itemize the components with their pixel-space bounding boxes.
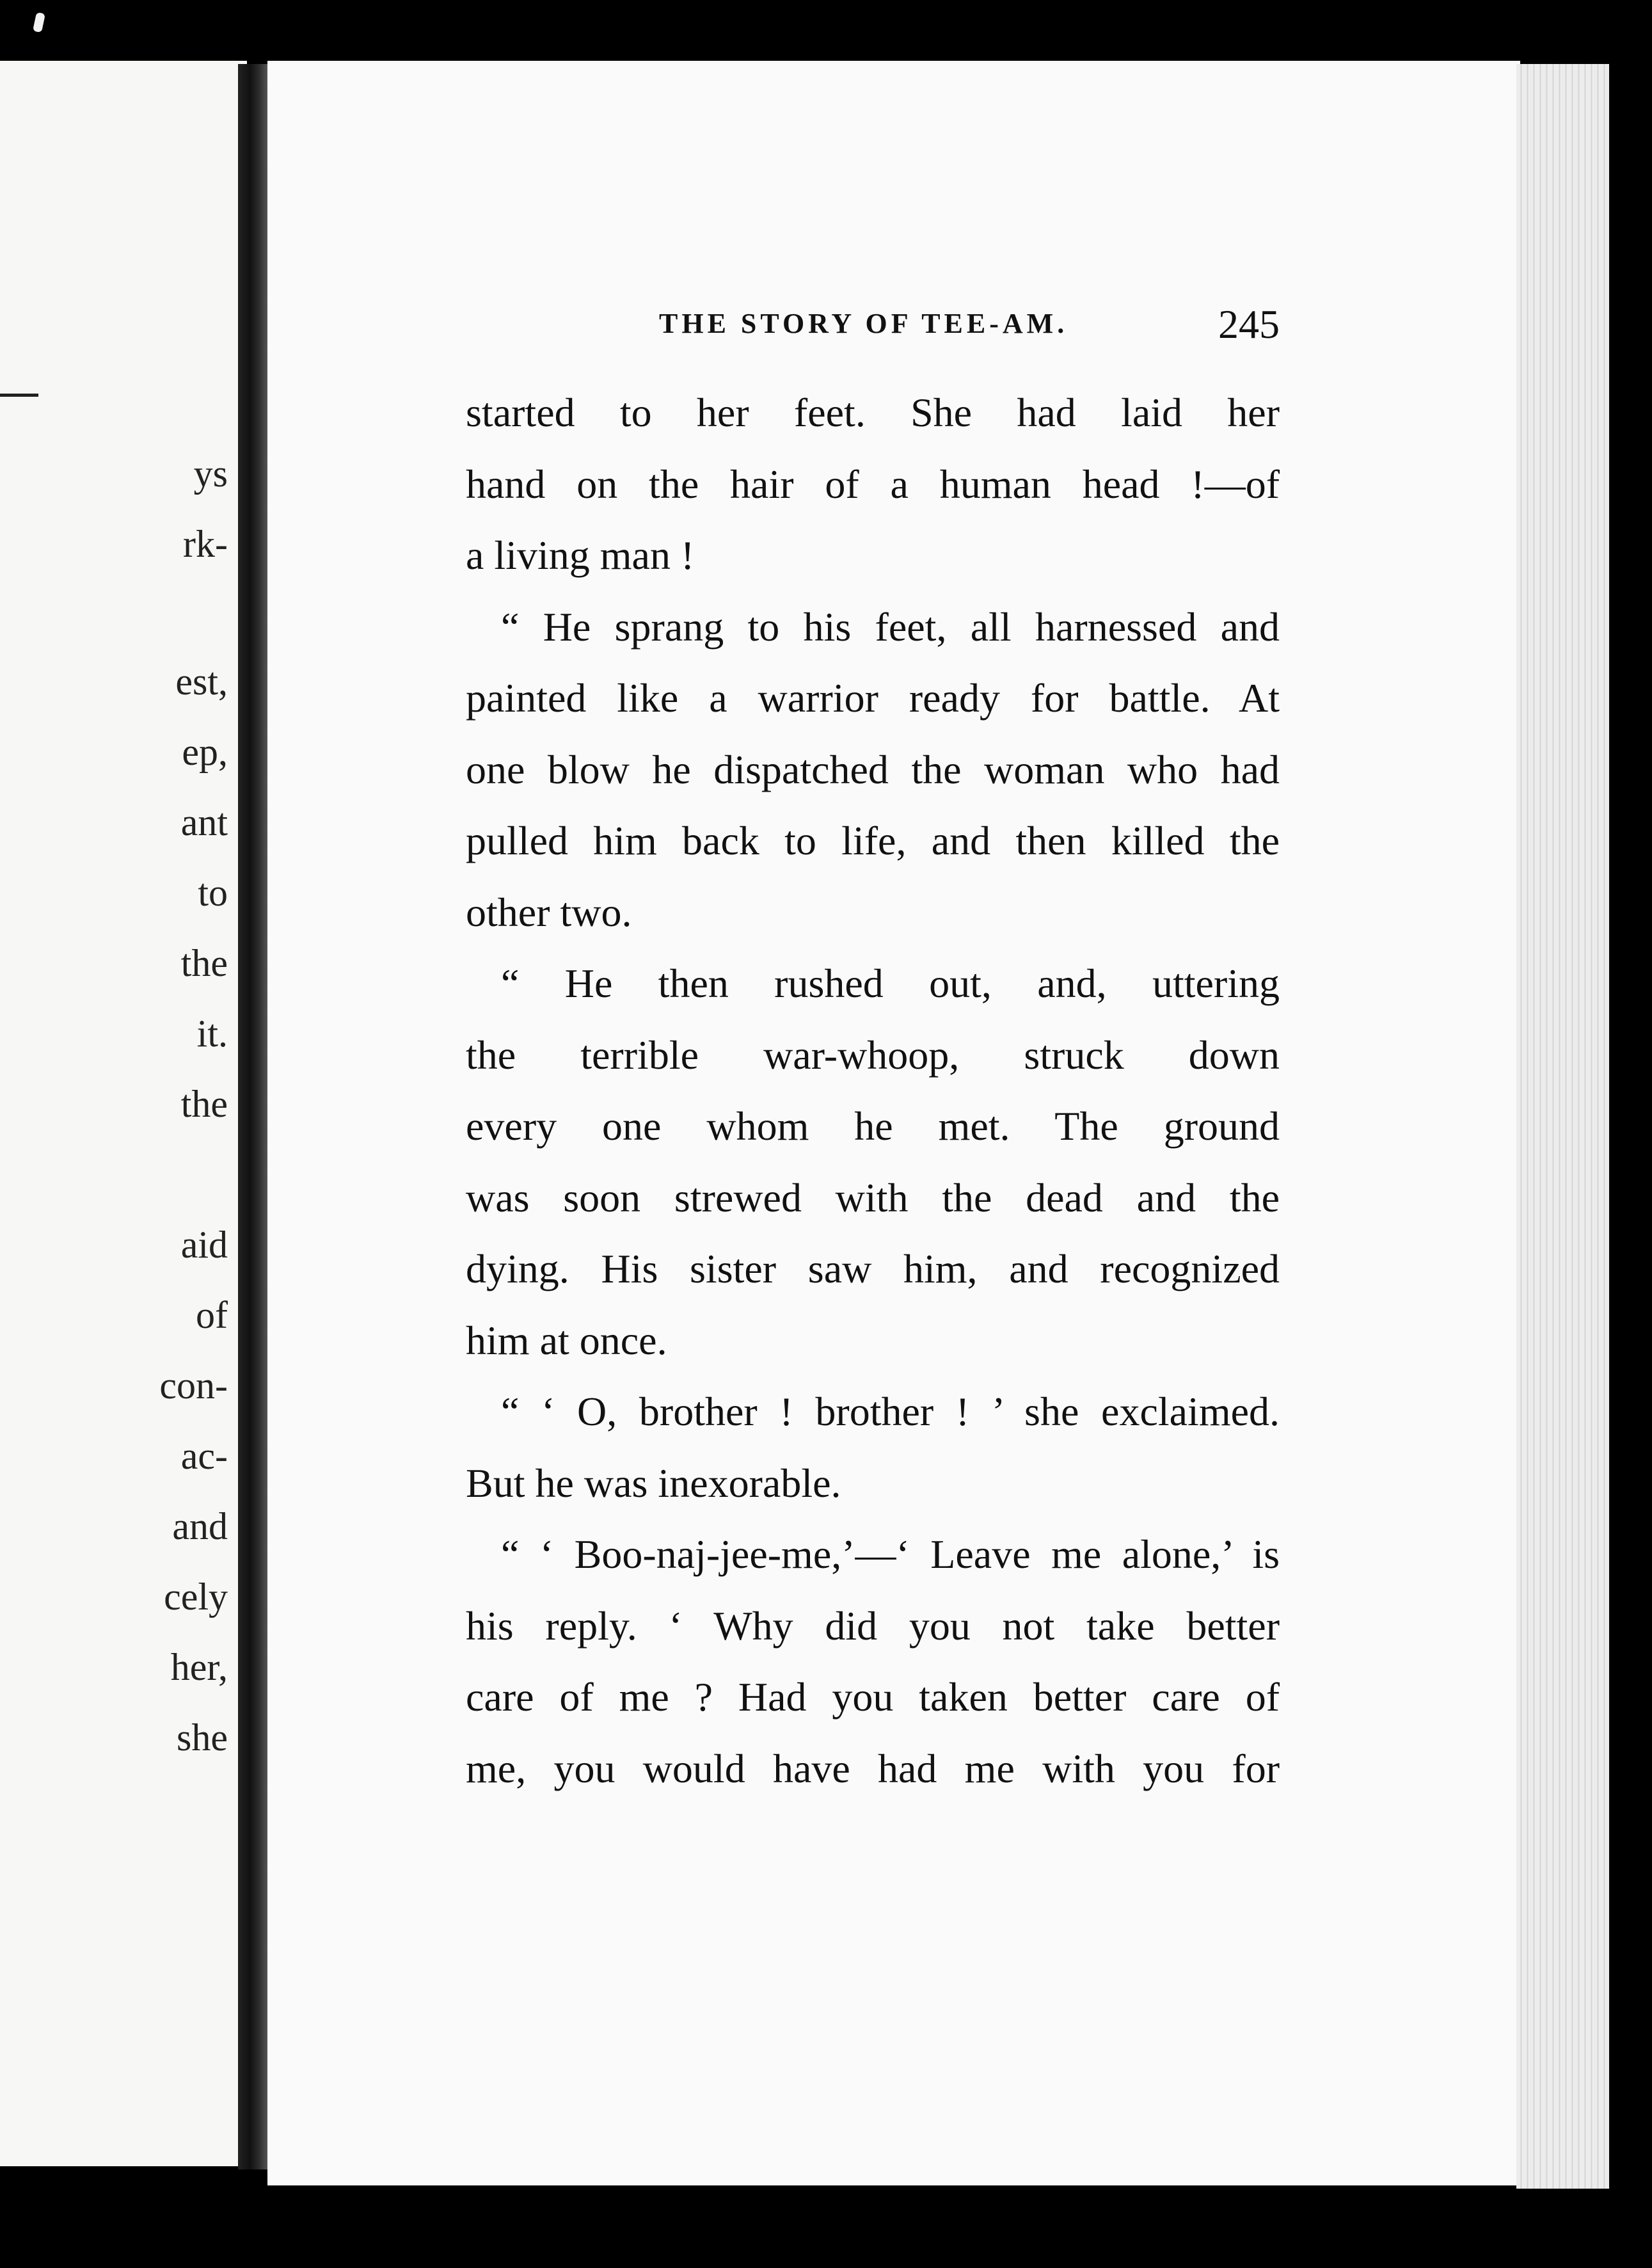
text-line: painted like a warrior ready for battle. At bbox=[466, 675, 1280, 721]
left-page-fragment: est, bbox=[175, 660, 228, 703]
text-line: the terrible war-whoop, struck down bbox=[466, 1032, 1280, 1078]
left-page-fragment: ac- bbox=[180, 1435, 228, 1477]
left-page-fragment: it. bbox=[196, 1012, 228, 1055]
left-page-fragment: ys bbox=[193, 452, 228, 495]
text-line: one blow he dispatched the woman who had bbox=[466, 746, 1280, 792]
text-line: pulled him back to life, and then killed the bbox=[466, 818, 1280, 863]
left-page-fragment: rk- bbox=[183, 523, 228, 565]
left-page-fragment: con- bbox=[159, 1364, 228, 1407]
text-line: “ He sprang to his feet, all harnessed and bbox=[501, 603, 1280, 650]
page-number: 245 bbox=[1218, 301, 1280, 347]
left-page-fragment: the bbox=[180, 1083, 228, 1125]
book-gutter bbox=[238, 64, 267, 2169]
left-page-fragment: the bbox=[180, 942, 228, 984]
left-page bbox=[0, 61, 247, 2166]
text-line: started to her feet. She had laid her bbox=[466, 390, 1280, 435]
left-page-fragment: to bbox=[198, 872, 228, 914]
text-line: his reply. ‘ Why did you not take better bbox=[466, 1602, 1280, 1649]
text-line: him at once. bbox=[466, 1317, 667, 1363]
running-header bbox=[659, 301, 1280, 352]
text-line: me, you would have had me with you for bbox=[466, 1745, 1280, 1791]
running-title: THE STORY OF TEE-AM. bbox=[659, 308, 1068, 339]
text-line: hand on the hair of a human head !—of bbox=[466, 461, 1280, 507]
left-page-fragment: cely bbox=[164, 1576, 228, 1618]
text-line: “ He then rushed out, and, uttering bbox=[501, 961, 1280, 1006]
text-line: care of me ? Had you taken better care of bbox=[466, 1674, 1280, 1720]
left-page-fragment: ant bbox=[180, 801, 228, 843]
left-page-fragment: she bbox=[177, 1716, 228, 1759]
left-page-fragment: aid bbox=[180, 1224, 228, 1266]
text-line: was soon strewed with the dead and the bbox=[466, 1174, 1280, 1220]
text-line: every one whom he met. The ground bbox=[466, 1103, 1280, 1149]
page-stack-edge bbox=[1516, 64, 1609, 2189]
left-page-fragment: of bbox=[196, 1294, 228, 1336]
scan-artifact bbox=[33, 12, 45, 33]
text-line: “ ‘ O, brother ! brother ! ’ she exclaimed. bbox=[501, 1389, 1280, 1434]
page-body-text bbox=[466, 387, 1280, 1814]
left-page-fragment: and bbox=[172, 1505, 228, 1547]
left-page-fragment: her, bbox=[170, 1646, 228, 1688]
left-page-rule bbox=[0, 394, 38, 397]
text-line: dying. His sister saw him, and recognized bbox=[466, 1246, 1280, 1291]
text-line: other two. bbox=[466, 889, 632, 935]
text-line: But he was inexorable. bbox=[466, 1460, 841, 1506]
text-line: “ ‘ Boo-naj-jee-me,’—‘ Leave me alone,’ is bbox=[501, 1531, 1280, 1577]
text-line: a living man ! bbox=[466, 532, 695, 578]
left-page-fragment: ep, bbox=[182, 731, 228, 773]
